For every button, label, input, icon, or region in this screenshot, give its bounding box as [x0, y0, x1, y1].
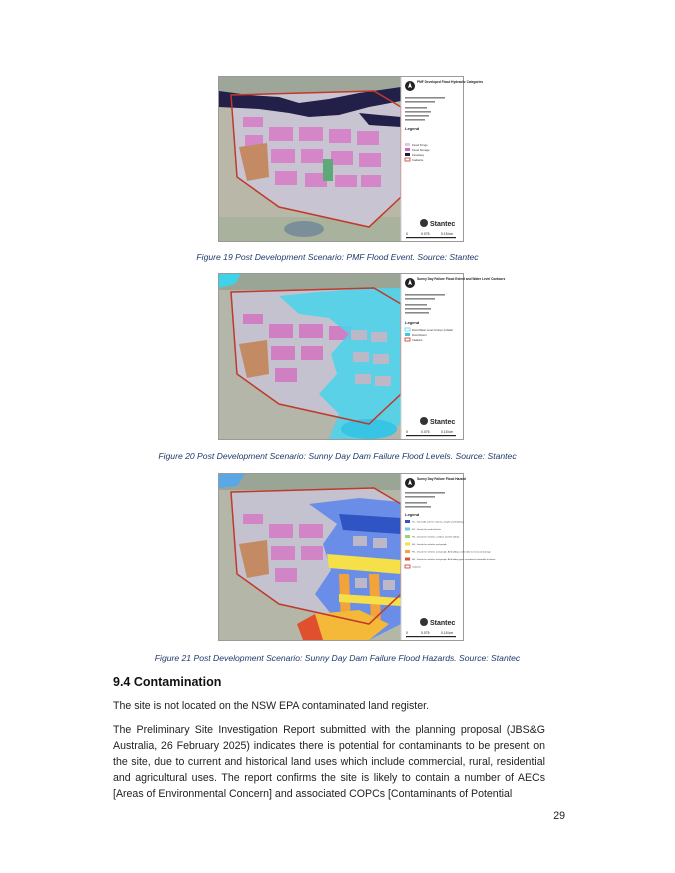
fig21-legend-item: H4 - Unsafe for vehicles and people [412, 544, 447, 547]
fig21-legend-swatch [405, 550, 410, 553]
fig20-brand-logo: Stantec [430, 419, 456, 426]
fig19-scale-2: 0.15 km [441, 232, 454, 236]
fig21-legend-item: H3 - Unsafe for vehicles, children and the elderly [412, 536, 460, 539]
fig21-legend-item: H1 - Generally safe for vehicles, people and buildings [412, 521, 464, 524]
svg-text:Legend: Legend [405, 512, 420, 517]
fig21-legend-swatch [405, 543, 410, 546]
fig20-legend-item: Flood Extent [412, 334, 427, 337]
svg-text:Legend: Legend [405, 320, 420, 325]
fig20-legend-title: Sunny Day Failure Flood Extent and Water Level Contours [417, 277, 506, 281]
section-heading: 9.4 Contamination [113, 675, 222, 689]
fig19-scale-1: 0.075 [421, 232, 430, 236]
fig21-legend-item: H5 - Unsafe for vehicles and people. All buildings vulnerable to structural damage [412, 551, 491, 554]
svg-text:Legend: Legend [405, 126, 420, 131]
fig19-legend-item: Cadastre [412, 158, 424, 162]
fig21-scale-1: 0.075 [421, 631, 430, 635]
fig20-legend-item: Cadastre [412, 339, 423, 342]
figure-21-map [218, 473, 496, 641]
figure-20-map [218, 273, 506, 440]
fig21-legend-item: Cadastre [412, 566, 421, 569]
paragraph-1: The site is not located on the NSW EPA contaminated land register. [113, 700, 430, 712]
fig21-legend-item: H2 - Unsafe for small vehicles [412, 529, 442, 532]
fig21-legend-item: H6 - Unsafe for vehicles and people. All building types considered vulnerable to failure [412, 559, 496, 562]
fig19-scale-0: 0 [406, 232, 408, 236]
fig21-legend-swatch [405, 520, 410, 523]
fig21-scale-0: 0 [406, 631, 408, 635]
fig21-legend-swatch [405, 558, 410, 561]
fig21-legend-swatch [405, 535, 410, 538]
fig19-legend-item: Flood Fringe [412, 143, 428, 147]
figure-19-map [218, 76, 484, 242]
fig19-legend-item: Floodway [412, 153, 424, 157]
fig20-scale-2: 0.15 km [441, 430, 454, 434]
fig21-legend-title: Sunny Day Failure Flood Hazard [417, 477, 466, 481]
fig20-scale-0: 0 [406, 430, 408, 434]
fig21-scale-2: 0.15 km [441, 631, 454, 635]
page-number: 29 [553, 810, 565, 822]
fig21-legend-swatch [405, 528, 410, 531]
fig19-brand-logo: Stantec [430, 221, 456, 228]
fig20-scale-1: 0.075 [421, 430, 430, 434]
figure-20-caption: Figure 20 Post Development Scenario: Sunny Day Dam Failure Flood Levels. Source: Stantec [158, 451, 517, 461]
figure-19-caption: Figure 19 Post Development Scenario: PMF Flood Event. Source: Stantec [196, 252, 479, 262]
fig20-legend-item: Flood Water Level Contour (mAHD) [412, 329, 453, 332]
fig19-legend-item: Flood Storage [412, 148, 430, 152]
fig21-brand-logo: Stantec [430, 620, 456, 627]
fig19-legend-title: PMF Developed Flood Hydraulic Categories [417, 80, 484, 84]
figure-21-caption: Figure 21 Post Development Scenario: Sunny Day Dam Failure Flood Hazards. Source: Stantec [154, 653, 521, 663]
paragraph-2: The Preliminary Site Investigation Report submitted with the planning proposal (JBS&G Australia, 26 February 2025) indicates there is potential for contaminants to be present on the site, due to current and historical land uses which include commercial, rural, residential and agricultural uses. The report confirms the site is likely to contain a number of AECs [Areas of Environmental Concern] and associated COPCs [Contaminants of Potential [113, 724, 545, 800]
